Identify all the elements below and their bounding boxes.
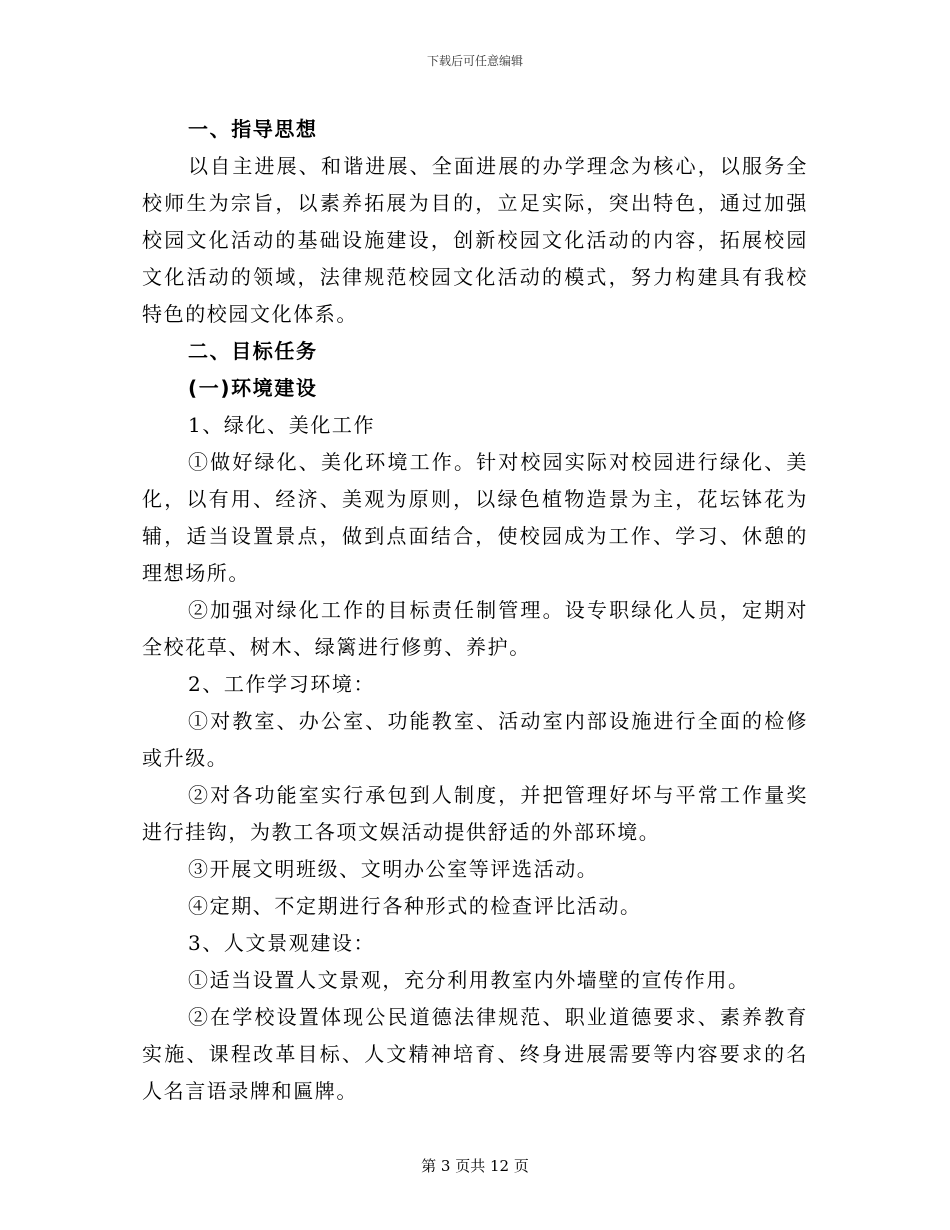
paragraph: ②加强对绿化工作的目标责任制管理。设专职绿化人员，定期对全校花草、树木、绿篱进行修剪、养护。 <box>142 598 808 659</box>
paragraph: ③开展文明班级、文明办公室等评选活动。 <box>188 857 599 881</box>
paragraph: ①适当设置人文景观，充分利用教室内外墙壁的宣传作用。 <box>188 968 750 992</box>
section-heading: 二、目标任务 <box>188 339 318 363</box>
page-header: 下载后可任意编辑 <box>426 54 523 68</box>
paragraph: ④定期、不定期进行各种形式的检查评比活动。 <box>188 894 642 918</box>
document-body <box>142 111 808 1110</box>
section-heading: 一、指导思想 <box>188 117 318 141</box>
subsection-heading: (一)环境建设 <box>188 376 318 400</box>
paragraph: ①做好绿化、美化环境工作。针对校园实际对校园进行绿化、美化，以有用、经济、美观为原则，以绿色植物造景为主，花坛钵花为辅，适当设置景点，做到点面结合，使校园成为工作、学习、休憩的理想场所。 <box>142 450 808 585</box>
paragraph: 2、工作学习环境： <box>188 672 376 696</box>
paragraph: ②对各功能室实行承包到人制度，并把管理好坏与平常工作量奖进行挂钩，为教工各项文娱活动提供舒适的外部环境。 <box>142 783 808 844</box>
paragraph: 以自主进展、和谐进展、全面进展的办学理念为核心，以服务全校师生为宗旨，以素养拓展为目的，立足实际，突出特色，通过加强校园文化活动的基础设施建设，创新校园文化活动的内容，拓展校园文化活动的领域，法律规范校园文化活动的模式，努力构建具有我校特色的校园文化体系。 <box>142 154 808 326</box>
paragraph: 3、人文景观建设： <box>188 931 376 955</box>
paragraph: ②在学校设置体现公民道德法律规范、职业道德要求、素养教育实施、课程改革目标、人文精神培育、终身进展需要等内容要求的名人名言语录牌和匾牌。 <box>142 1005 808 1103</box>
paragraph: 1、绿化、美化工作 <box>188 413 376 437</box>
paragraph: ①对教室、办公室、功能教室、活动室内部设施进行全面的检修或升级。 <box>142 709 808 770</box>
page-footer: 第 3 页共 12 页 <box>421 1157 529 1175</box>
